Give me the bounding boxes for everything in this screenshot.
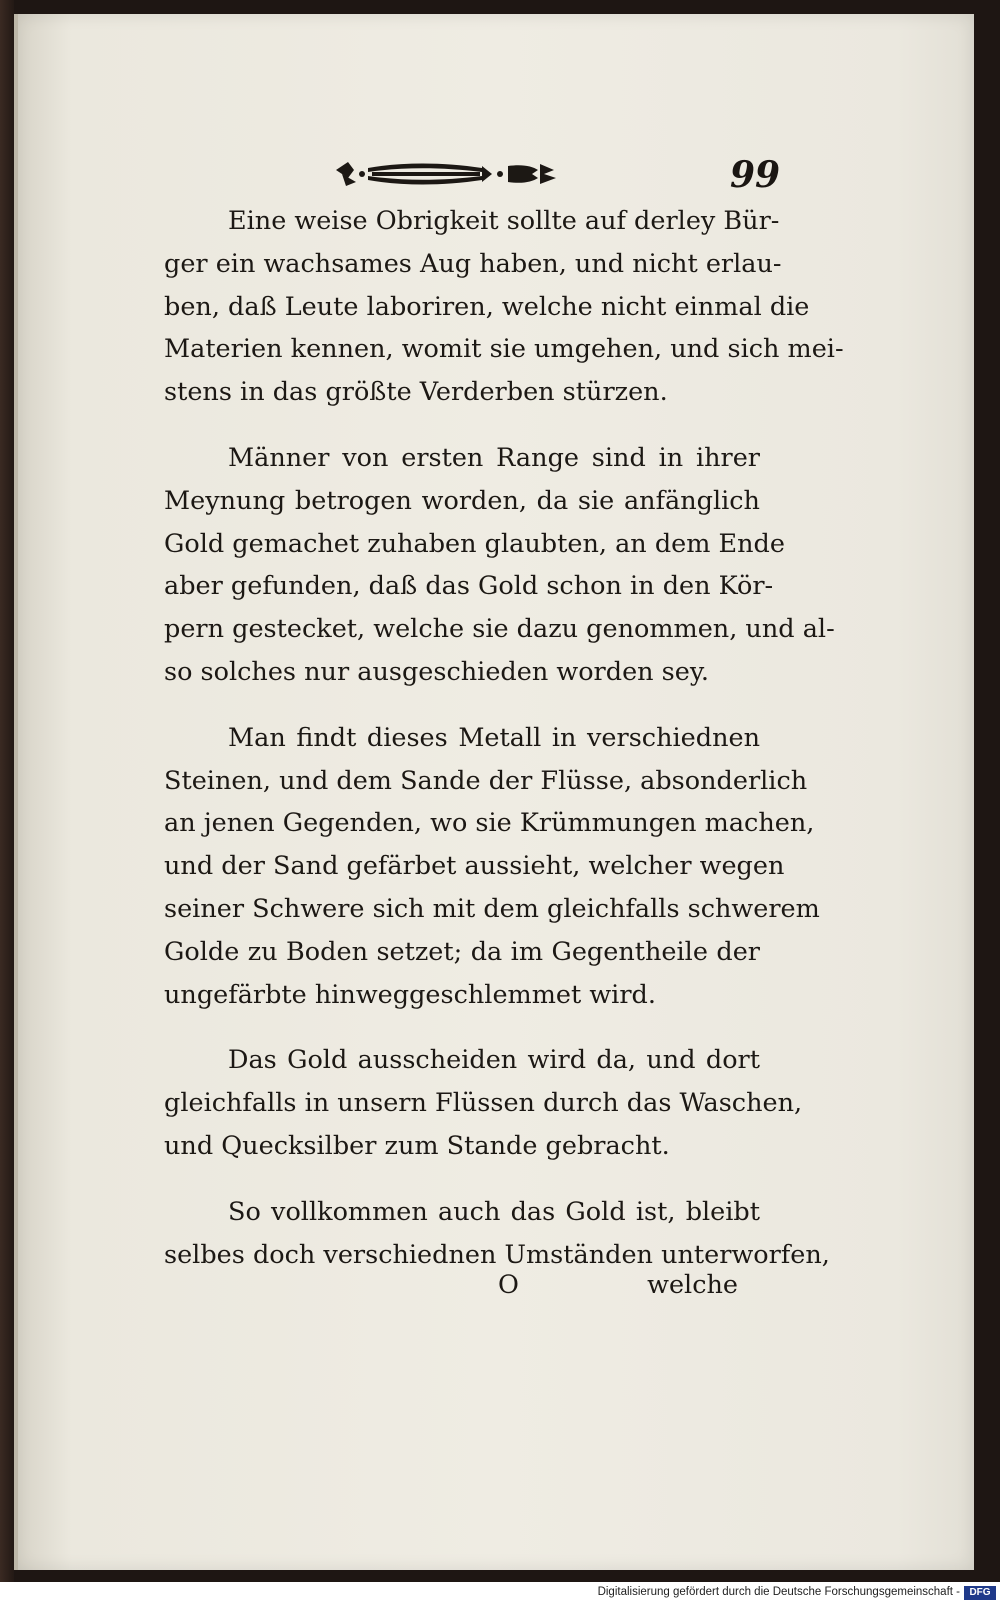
catchword: welche (647, 1270, 738, 1300)
text-line: Eine weise Obrigkeit sollte auf derley Bür- (228, 206, 780, 236)
paragraph (100, 717, 820, 1017)
book-spine-edge (0, 0, 14, 1582)
text-line: pern gestecket, welche sie dazu genommen, und al- (164, 614, 835, 645)
paragraph (100, 437, 835, 694)
dfg-logo-icon: DFG (964, 1586, 996, 1600)
text-line: ben, daß Leute laboriren, welche nicht einmal die (164, 291, 810, 322)
text-line: Gold gemachet zuhaben glaubten, an dem Ende (164, 528, 785, 559)
text-line: an jenen Gegenden, wo sie Krümmungen machen, (164, 808, 815, 839)
ornament-headpiece-icon (332, 156, 562, 192)
text-line: Materien kennen, womit sie umgehen, und sich mei- (164, 334, 844, 365)
text-line: und Quecksilber zum Stande gebracht. (164, 1130, 670, 1161)
paragraph (100, 1191, 830, 1277)
text-line: ger ein wachsames Aug haben, und nicht erlau- (164, 248, 782, 279)
text-line: gleichfalls in unsern Flüssen durch das Waschen, (164, 1088, 803, 1119)
text-line: seiner Schwere sich mit dem gleichfalls schwerem (164, 893, 820, 924)
text-line: und der Sand gefärbet aussieht, welcher wegen (164, 851, 785, 882)
text-line: Das Gold ausscheiden wird da, und dort (228, 1045, 760, 1076)
text-line: ungefärbte hinweggeschlemmet wird. (164, 979, 656, 1010)
signature-mark: O (498, 1270, 519, 1300)
text-line: aber gefunden, daß das Gold schon in den Kör- (164, 571, 774, 602)
page-fold-shadow (14, 14, 18, 1570)
text-line: So vollkommen auch das Gold ist, bleibt (228, 1196, 760, 1227)
text-line: so solches nur ausgeschieden worden sey. (164, 656, 709, 687)
text-line: Man findt dieses Metall in verschiednen (228, 722, 760, 753)
paragraph (100, 200, 844, 414)
text-line: Meynung betrogen worden, da sie anfänglich (164, 485, 760, 516)
page-foot-line (100, 1270, 760, 1314)
page-text (100, 200, 844, 1299)
digitization-footer (0, 1582, 1000, 1606)
text-line: Männer von ersten Range sind in ihrer (228, 442, 760, 473)
text-line: selbes doch verschiednen Umständen unterworfen, (164, 1239, 830, 1270)
text-line: stens in das größte Verderben stürzen. (164, 377, 668, 408)
paragraph (100, 1039, 803, 1167)
footer-credit: Digitalisierung gefördert durch die Deutsche Forschungsgemeinschaft - (597, 1586, 960, 1598)
text-line: Golde zu Boden setzet; da im Gegentheile der (164, 936, 760, 967)
text-line: Steinen, und dem Sande der Flüsse, absonderlich (164, 765, 808, 796)
page-number: 99 (730, 154, 781, 196)
